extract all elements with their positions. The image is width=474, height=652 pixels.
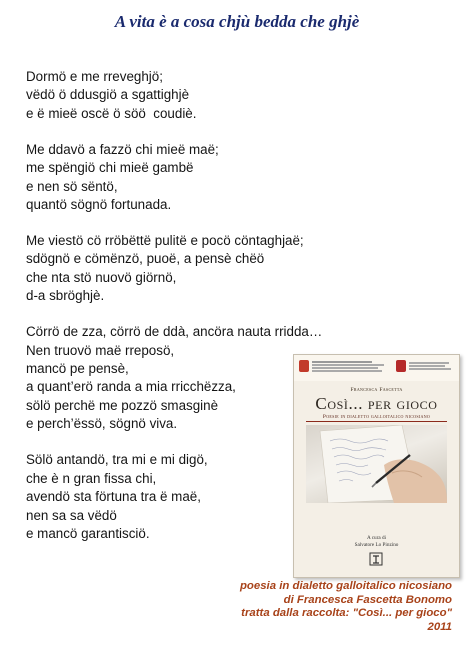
poem-line: d-a sbröghjè. (26, 288, 105, 304)
poem-caption (152, 580, 452, 634)
poem-title: A vita è a cosa chjù bedda che ghjè (114, 12, 360, 31)
region-logo-icon (299, 360, 309, 372)
book-title: Così... per gioco (315, 394, 438, 413)
book-cover-header (294, 355, 459, 381)
poem-line: Me ddavö a fazzö chi mieë maë; (26, 141, 219, 157)
book-header-fineprint (312, 360, 392, 373)
institute-logo-icon (396, 360, 406, 372)
poem-line: me spëngiö chi mieë gambë (26, 160, 194, 176)
caption-line: tratta dalla raccolta: "Così... per gioco" (241, 607, 452, 620)
caption-line: di Francesca Fascetta Bonomo (283, 593, 452, 606)
poem-line: sölö perchë me pozzö smasginè (26, 397, 219, 413)
book-curator: Salvatore Lo Pinzino (354, 542, 399, 548)
book-subtitle: Poesie in dialetto galloitalico nicosiano (322, 414, 431, 420)
poem-line: Sölö antandö, tra mi e mi digö, (26, 452, 208, 468)
poem-line: quantö sögnö fortunada. (26, 197, 172, 213)
book-header-fineprint-right (409, 361, 455, 371)
poem-line: e mancö garantisciö. (26, 525, 150, 541)
book-cover-image (293, 354, 460, 578)
poem-line: Me viestö cö rröbëttë pulitë e pocö cöntaghjaë; (26, 233, 304, 249)
handwriting-photo (306, 425, 447, 503)
book-curator-label: A cura di (366, 535, 386, 541)
stanza (26, 141, 466, 215)
poem-line: e perch’ëssö, sögnö viva. (26, 416, 178, 432)
poem-line: e nen sö sëntö, (26, 178, 118, 194)
poem-line: avendö sta förtuna tra ë maë, (26, 489, 201, 505)
poem-line: Nen truovö maë rreposö, (26, 342, 175, 358)
poem-line: nen sa sa vëdö (26, 507, 117, 523)
poem-line: Dormö e me rreveghjö; (26, 69, 163, 84)
poem-line: che è n gran fissa chi, (26, 470, 157, 486)
poem-line: che nta stö nuovö giörnö, (26, 269, 177, 285)
stanza (26, 232, 466, 306)
poem-line: vëdö ö ddusgiö a sgattighjè (26, 87, 190, 103)
book-divider (306, 421, 447, 422)
caption-line: poesia in dialetto galloitalico nicosiano (239, 580, 452, 592)
publisher-logo-icon (368, 552, 384, 566)
poem-line: e ë mieë oscë ö söö coudiè. (26, 105, 197, 121)
poem-line: sdögnö e cömënzö, puoë, a pensè chëö (26, 251, 265, 267)
poem-line: mancö pe pensè, (26, 361, 129, 377)
poem-line: Cörrö de zza, cörrö de ddà, ancöra nauta rridda… (26, 324, 323, 340)
hand-writing-illustration (306, 425, 447, 503)
poem-line: a quant’erö randa a mia rricchëzza, (26, 379, 236, 395)
book-author: Francesca Fascetta (350, 387, 403, 393)
caption-year: 2011 (427, 620, 452, 633)
stanza (26, 68, 466, 123)
